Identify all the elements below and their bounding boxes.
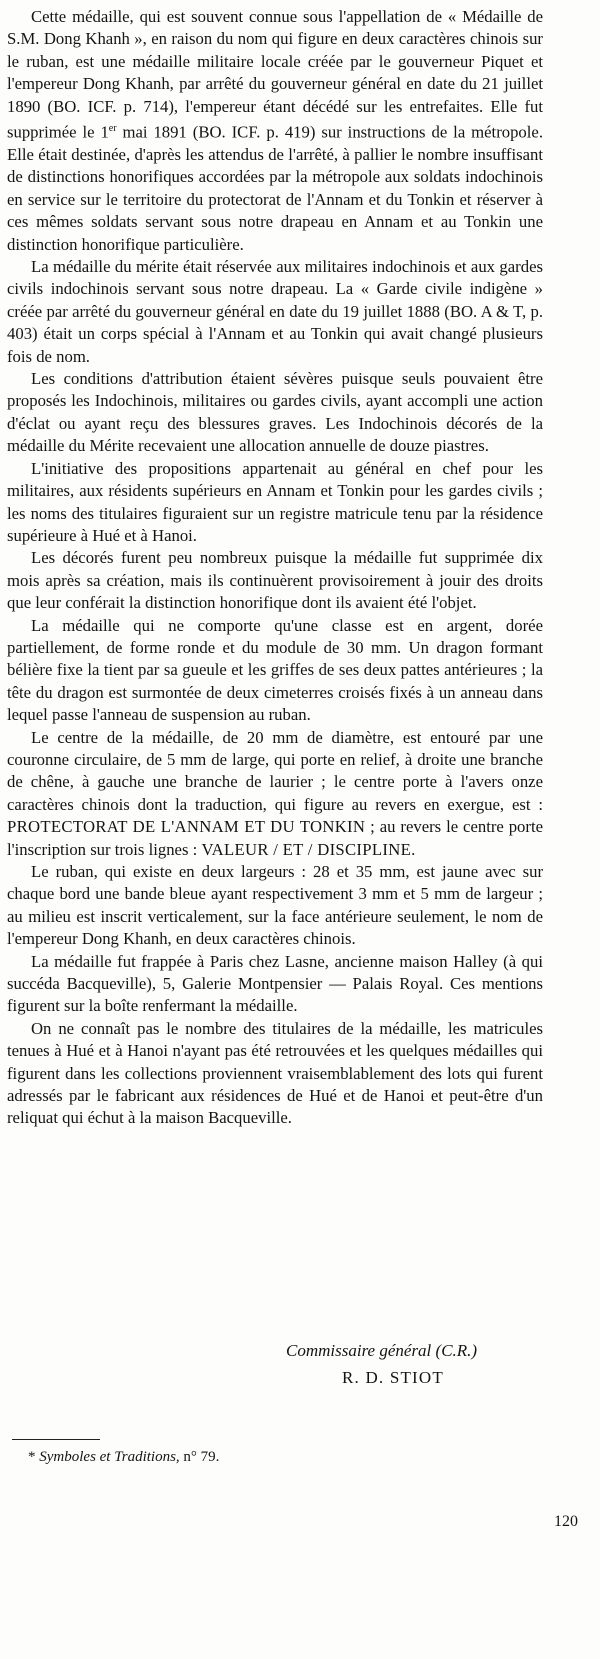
footnote-ref: n° 79. [183, 1449, 220, 1465]
paragraph-7-text: Le centre de la médaille, de 20 mm de diamètre, est entouré par une couronne circulaire, de 5 mm de large, qui porte en relief, à droite une branche de chêne, à gauche une branche de laurier ; le centre porte à l'avers onze caractères chinois dont la traduction, qui figure au revers en exergue, est : [7, 727, 543, 814]
footnote [28, 1447, 428, 1467]
paragraph-10: On ne connaît pas le nombre des titulaires de la médaille, les matricules tenues à Hué et à Hanoi n'ayant pas été retrouvées et les quelques médailles qui figurent dans les collections proviennent vraisemblablement des lots qui furent adressés par le fabricant aux résidences de Hué et de Hanoi et peut-être d'un reliquat qui échut à la maison Bacqueville. [7, 1018, 543, 1128]
paragraph-5: Les décorés furent peu nombreux puisque la médaille fut supprimée dix mois après sa création, mais ils continuèrent provisoirement à jouir des droits que leur conférait la distinction honorifique dont ils avaient été l'objet. [7, 548, 543, 613]
paragraph-1 [7, 6, 543, 256]
article-body [7, 6, 543, 1130]
inscription-valeur: VALEUR / ET / DISCIPLINE [201, 839, 412, 859]
paragraph-7 [7, 727, 543, 861]
date-number: 1 [100, 122, 109, 142]
paragraph-7-text-mid: ; au revers le centre porte l'inscription sur trois lignes : [7, 817, 544, 859]
paragraph-7-text-end: . [411, 839, 416, 859]
paragraph-4: L'initiative des propositions appartenait au général en chef pour les militaires, aux résidents supérieurs en Annam et Tonkin pour les gardes civils ; les noms des titulaires figuraient sur un registre matricule tenu par la résidence supérieure à Hué et à Hanoi. [7, 458, 543, 545]
paragraph-1-text: Cette médaille, qui est souvent connue sous l'appellation de « Médaille de S.M. Dong Khanh », en raison du nom qui figure en deux caractères chinois sur le ruban, est une médaille militaire locale créée par le gouverneur Piquet et l'empereur Dong Khanh, par arrêté du gouverneur général en date du 21 juillet 1890 (BO. ICF. p. 714), l'empereur étant décédé sur les entrefaites. Elle fut supprimée le [7, 7, 543, 142]
paragraph-3: Les conditions d'attribution étaient sévères puisque seuls pouvaient être proposés les Indochinois, militaires ou gardes civils, ayant accompli une action d'éclat ou ayant reçu des blessures graves. Les Indochinois décorés de la médaille du Mérite recevaient une allocation annuelle de douze piastres. [7, 369, 543, 456]
footnote-divider [12, 1439, 100, 1440]
paragraph-8: Le ruban, qui existe en deux largeurs : 28 et 35 mm, est jaune avec sur chaque bord une bande bleue ayant respectivement 3 mm et 5 mm de largeur ; au milieu est inscrit verticalement, sur la face antérieure seulement, le nom de l'empereur Dong Khanh, en deux caractères chinois. [7, 862, 543, 949]
footnote-title: Symboles et Traditions, [39, 1449, 180, 1465]
paragraph-9: La médaille fut frappée à Paris chez Lasne, ancienne maison Halley (à qui succéda Bacqueville), 5, Galerie Montpensier — Palais Royal. Ces mentions figurent sur la boîte renfermant la médaille. [7, 951, 543, 1016]
paragraph-1-text-cont: mai 1891 (BO. ICF. p. 419) sur instructions de la métropole. Elle était destinée, d'après les attendus de l'arrêté, à pallier le nombre insuffisant de distinctions honorifiques accordées par la métropole aux soldats indochinois en service sur le territoire du protectorat de l'Annam et du Tonkin et réserver à ces mêmes soldats servant sous notre drapeau en Annam et au Tonkin une distinction honorifique particulière. [7, 122, 543, 254]
page-number: 120 [554, 1513, 578, 1530]
paragraph-6: La médaille qui ne comporte qu'une classe est en argent, dorée partiellement, de forme ronde et du module de 30 mm. Un dragon formant bélière fixe la tient par sa gueule et les griffes de ses deux pattes antérieures ; la tête du dragon est surmontée de deux cimeterres croisés fixés à un anneau dans lequel passe l'anneau de suspension au ruban. [7, 615, 543, 725]
signature-name: R. D. STIOT [342, 1368, 444, 1387]
ordinal-superscript: er [108, 123, 117, 135]
signature-title: Commissaire général (C.R.) [286, 1341, 478, 1360]
paragraph-2: La médaille du mérite était réservée aux militaires indochinois et aux gardes civils indochinois servant sous notre drapeau. La « Garde civile indigène » créée par arrêté du gouverneur général en date du 19 juillet 1888 (BO. A & T, p. 403) était un corps spécial à l'Annam et au Tonkin qui avait changé plusieurs fois de nom. [7, 257, 543, 366]
inscription-protectorat: PROTECTORAT DE L'ANNAM ET DU TONKIN [7, 817, 366, 837]
footnote-marker: * [28, 1449, 36, 1465]
